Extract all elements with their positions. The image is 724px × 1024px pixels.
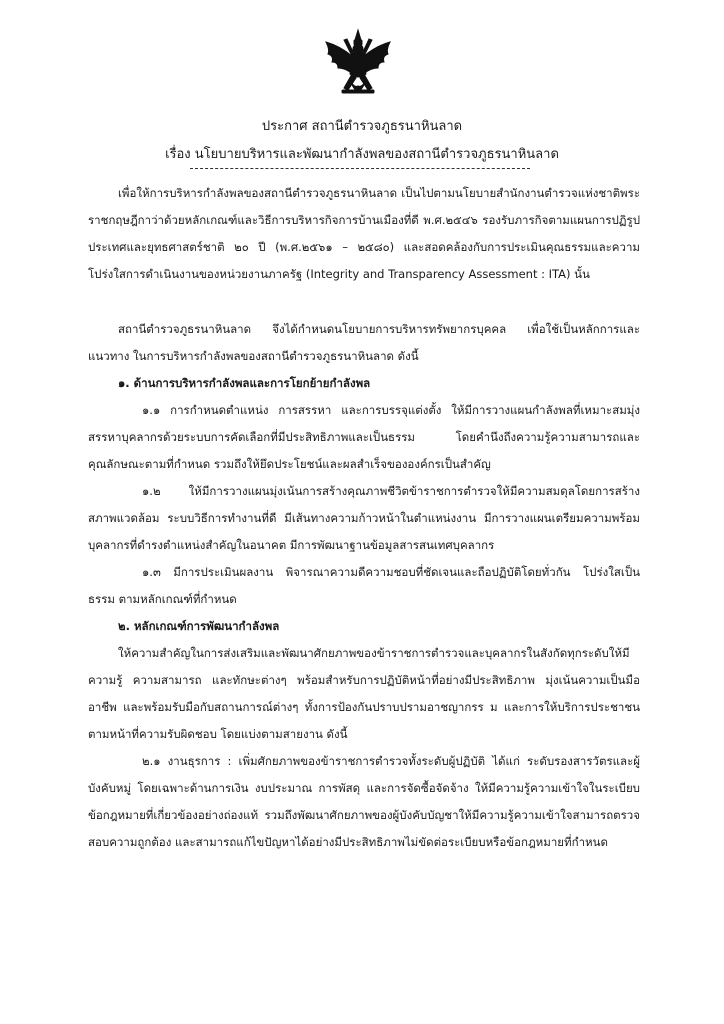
title-divider [190,168,530,169]
section-2-heading: ๒. หลักเกณฑ์การพัฒนากำลังพล [118,619,280,633]
intro-paragraph-1: เพื่อให้การบริหารกำลังพลของสถานีตำรวจภูธรนาหินลาด เป็นไปตามนโยบายสำนักงานตำรวจแห่งชาติพระราชกฤษฎีกาว่าด้วยหลักเกณฑ์และวิธีการบริหารกิจการบ้านเมืองที่ดี พ.ศ.๒๕๔๖ รองรับภารกิจตามแผนการปฏิรูปประเทศและยุทธศาสตร์ชาติ ๒๐ ปี (พ.ศ.๒๕๖๑ – ๒๕๘๐) และสอดคล้องกับการประเมินคุณธรรมและความโปร่งใสการดำเนินงานของหน่วยงานภาครัฐ (Integrity and Transparency Assessment : ITA) นั้น [88,186,640,281]
section-1-3-paragraph: ๑.๓ มีการประเมินผลงาน พิจารณาความดีความชอบที่ชัดเจนและถือปฏิบัติโดยทั่วกัน โปร่งใสเป็นธรรม ตามหลักเกณฑ์ที่กำหนด [88,565,640,606]
section-2-intro-paragraph: ให้ความสำคัญในการส่งเสริมและพัฒนาศักยภาพของข้าราชการตำรวจและบุคลากรในสังกัดทุกระดับให้มีความรู้ ความสามารถ และทักษะต่างๆ พร้อมสำหรับการปฏิบัติหน้าที่อย่างมีประสิทธิภาพ มุ่งเน้นความเป็นมืออาชีพ และพร้อมรับมือกับสถานการณ์ต่างๆ ทั้งการป้องกันปราบปรามอาชญากรร ม และการให้บริการประชาชน ตามหน้าที่ความรับผิดชอบ โดยแบ่งตามสายงาน ดังนี้ [88,646,640,741]
announcement-title: ประกาศ สถานีตำรวจภูธรนาหินลาด [261,119,463,134]
section-1-heading: ๑. ด้านการบริหารกำลังพลและการโยกย้ายกำลังพล [118,376,371,390]
intro-paragraph-2: สถานีตำรวจภูธรนาหินลาด จึงได้กำหนดนโยบายการบริหารทรัพยากรบุคคล เพื่อใช้เป็นหลักการและแนวทาง ในการบริหารกำลังพลของสถานีตำรวจภูธรนาหินลาด ดังนี้ [88,322,640,363]
announcement-subject: เรื่อง นโยบายบริหารและพัฒนากำลังพลของสถานีตำรวจภูธรนาหินลาด [165,147,559,162]
section-2-1-paragraph: ๒.๑ งานธุรการ : เพิ่มศักยภาพของข้าราชการตำรวจทั้งระดับผู้ปฏิบัติ ได้แก่ ระดับรองสารวัตรและผู้บังคับหมู่ โดยเฉพาะด้านการเงิน งบประมาณ การพัสดุ และการจัดซื้อจัดจ้าง ให้มีความรู้ความเข้าใจในระเบียบข้อกฎหมายที่เกี่ยวข้องอย่างถ่องแท้ รวมถึงพัฒนาศักยภาพของผู้บังคับบัญชาให้มีความรู้ความเข้าใจสามารถตรวจสอบความถูกต้อง และสามารถแก้ไขปัญหาได้อย่างมีประสิทธิภาพไม่ขัดต่อระเบียบหรือข้อกฎหมายที่กำหนด [88,754,640,849]
section-1-1-paragraph: ๑.๑ การกำหนดตำแหน่ง การสรรหา และการบรรจุแต่งตั้ง ให้มีการวางแผนกำลังพลที่เหมาะสมมุ่งสรรหาบุคลากรด้วยระบบการคัดเลือกที่มีประสิทธิภาพและเป็นธรรม โดยคำนึงถึงความรู้ความสามารถและคุณลักษณะตามที่กำหนด รวมถึงให้ยึดประโยชน์และผลสำเร็จขององค์กรเป็นสำคัญ [88,403,640,471]
section-1-2-paragraph: ๑.๒ ให้มีการวางแผนมุ่งเน้นการสร้างคุณภาพชีวิตข้าราชการตำรวจให้มีความสมดุลโดยการสร้างสภาพแวดล้อม ระบบวิธีการทำงานที่ดี มีเส้นทางความก้าวหน้าในตำแหน่งงาน มีการวางแผนเตรียมความพร้อมบุคลากรที่ดำรงตำแหน่งสำคัญในอนาคต มีการพัฒนาฐานข้อมูลสารสนเทศบุคลากร [88,484,640,552]
garuda-emblem-icon [320,28,396,104]
